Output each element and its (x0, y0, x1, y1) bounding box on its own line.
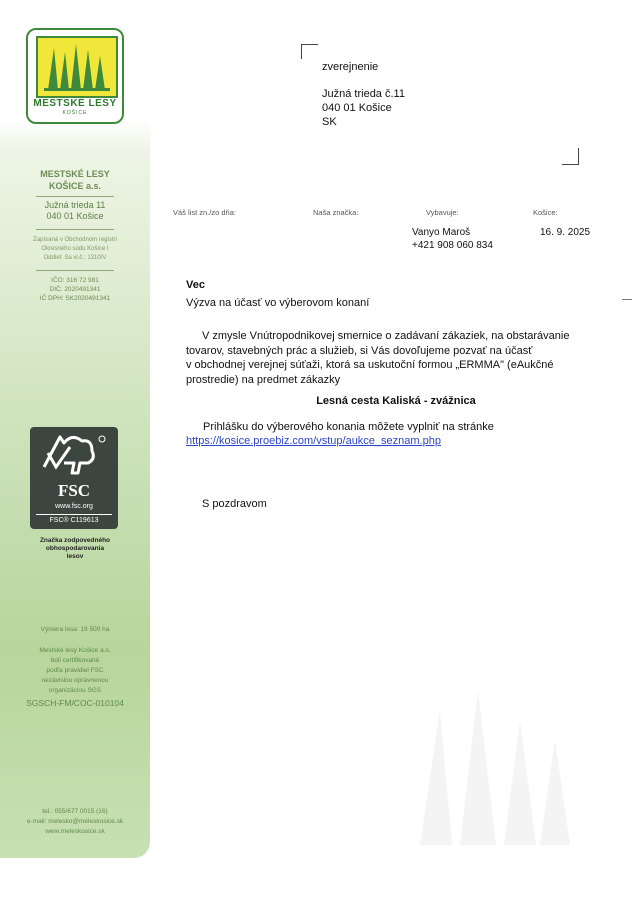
application-text: Prihlášku do výberového konania môžete vyplniť na stránke (203, 421, 494, 433)
body-line4: prostredie) na predmet zákazky (186, 373, 341, 386)
address-line2: 040 01 Košice (46, 211, 104, 221)
logo-subtitle: KOŠICE (62, 110, 88, 116)
cert-line4: nezávislou oprávnenou (41, 677, 109, 684)
contact-info (6, 807, 144, 837)
company-address (6, 200, 144, 222)
handled-by-name: Vanyo Maroš (412, 227, 471, 238)
place-date-label: Košice: (533, 208, 558, 217)
body-line2: tovarov, stavebných prác a služieb, si Vás dovoľujeme pozvať na účasť (186, 344, 533, 357)
subject-label: Vec (186, 279, 205, 291)
body-paragraph (186, 329, 606, 387)
fsc-logo-text: FSC (57, 481, 91, 500)
handled-by-label: Vybavuje: (426, 208, 459, 217)
letter-date: 16. 9. 2025 (540, 227, 591, 238)
certification-note (6, 646, 144, 696)
fsc-caption-line2: obhospodarovania (45, 545, 105, 552)
address-window-mark-top (301, 44, 318, 59)
address-window-mark-bottom (562, 148, 579, 165)
recipient-address (322, 60, 405, 129)
project-name: Lesná cesta Kaliská - zvážnica (316, 395, 476, 407)
icdph: IČ DPH: SK2020491341 (39, 295, 111, 302)
closing-greeting: S pozdravom (202, 498, 267, 510)
website: www.meleskosice.sk (45, 828, 105, 835)
reg-line2: Okresného súdu Košice I (41, 246, 109, 252)
cert-line1: Mestské lesy Košice a.s. (39, 647, 111, 654)
recipient-line1: zverejnenie (322, 61, 379, 73)
auction-link[interactable]: https://kosice.proebiz.com/vstup/aukce_seznam.php (186, 435, 441, 447)
subject-text: Výzva na účasť vo výberovom konaní (186, 297, 370, 309)
watermark-logo (400, 680, 580, 850)
divider (36, 229, 114, 230)
logo-emblem (36, 36, 118, 98)
application-note (186, 420, 606, 448)
company-name-line1: MESTSKÉ LESY (40, 169, 110, 179)
company-ids (6, 276, 144, 303)
forest-area: Výmera lesa: 19 500 ha (40, 626, 110, 633)
body-line3: v obchodnej verejnej súťaži, ktorá sa uskutoční formou „ERMMA" (eAukčné (186, 359, 554, 371)
our-ref-label: Naša značka: (313, 208, 359, 217)
email: e-mail: melesko@meleskosice.sk (26, 818, 124, 825)
registration-info (6, 236, 144, 263)
fsc-caption-line1: Značka zodpovedného (39, 537, 111, 544)
fsc-web: www.fsc.org (55, 503, 93, 510)
handled-by-value (412, 226, 493, 252)
fsc-logo (30, 427, 118, 529)
cert-line2: boli certifikované (50, 657, 100, 664)
your-letter-label: Váš list zn./zo dňa: (173, 208, 236, 217)
fsc-caption-line3: lesov (66, 553, 84, 560)
recipient-line4: SK (322, 116, 337, 128)
cert-line3: podľa pravidiel FSC (46, 667, 104, 674)
phone: tel.: 055/677 0015 (16) (42, 808, 108, 815)
fsc-caption (20, 537, 130, 561)
body-line1: V zmysle Vnútropodnikovej smernice o zadávaní zákaziek, na obstarávanie (202, 330, 570, 342)
fsc-divider (36, 514, 112, 515)
company-name-line2: KOŠICE a.s. (48, 181, 102, 191)
company-logo (26, 28, 124, 124)
divider (36, 196, 114, 197)
letterhead-sidebar (0, 0, 150, 858)
recipient-line2: Južná trieda č.11 (322, 88, 405, 100)
fsc-tree-icon (30, 427, 118, 483)
certificate-code: SGSCH-FM/COC-010104 (26, 698, 124, 708)
ico: IČO: 316 72 981 (51, 277, 99, 284)
recipient-line3: 040 01 Košice (322, 102, 392, 114)
reg-line1: Zapísaná v Obchodnom registri (33, 237, 117, 243)
dic: DIČ: 2020491341 (49, 286, 101, 293)
address-line1: Južná trieda 11 (44, 200, 106, 210)
fold-mark (622, 299, 632, 300)
reg-line3: Oddiel: Sa vl.č.: 1310/V (43, 255, 107, 261)
divider (36, 270, 114, 271)
logo-title: MESTSKÉ LESY (33, 98, 117, 109)
company-name (6, 168, 144, 192)
fsc-code: FSC® C119613 (49, 517, 99, 524)
handled-by-phone: +421 908 060 834 (412, 240, 493, 251)
cert-line5: organizáciou SGS (48, 687, 102, 694)
